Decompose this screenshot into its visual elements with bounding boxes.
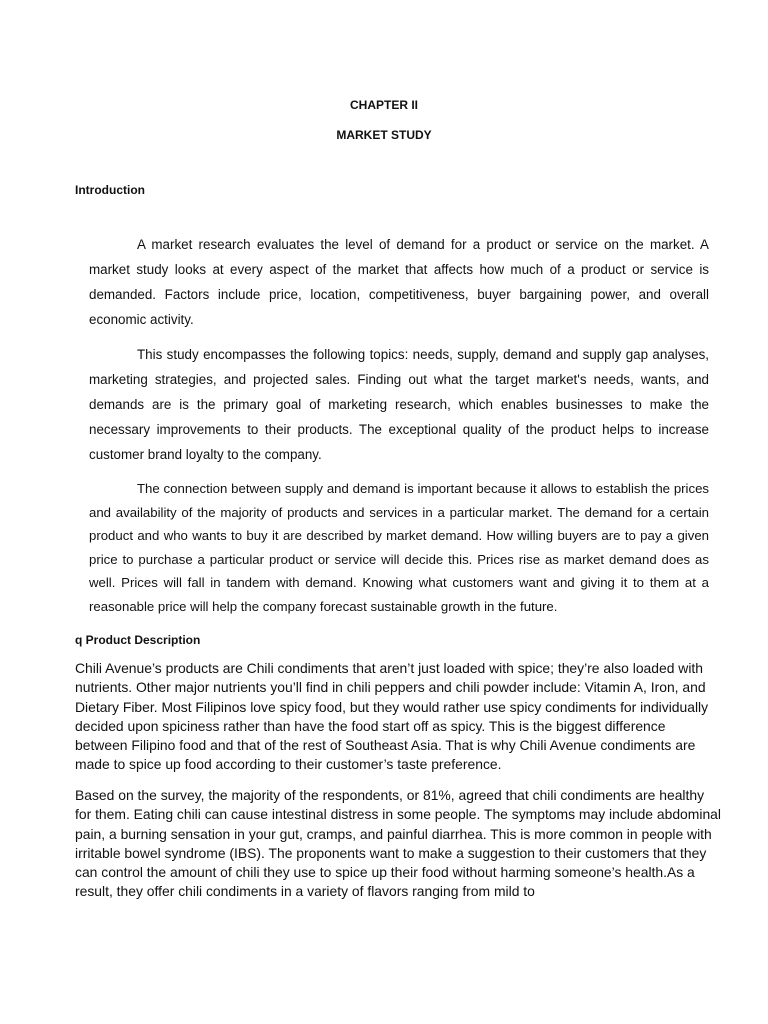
- introduction-heading: Introduction: [75, 183, 145, 197]
- product-paragraph-1: Chili Avenue’s products are Chili condiments that aren’t just loaded with spice; they’re also loaded with nutrients. Other major nutrients you’ll find in chili peppers and chili powder include: Vitamin A, Iron, and Dietary Fiber. Most Filipinos love spicy food, but they would rather use spicy condiments for individually decided upon spiciness rather than have the food start off as spicy. This is the biggest difference between Filipino food and that of the rest of Southeast Asia. That is why Chili Avenue condiments are made to spice up food according to their customer’s taste preference.: [75, 660, 709, 773]
- intro-paragraph-3: The connection between supply and demand is important because it allows to establish the prices and availability of the majority of products and services in a particular market. The demand for a certain product and who wants to buy it are described by market demand. How willing buyers are to pay a given price to purchase a particular product or service will decide this. Prices rise as market demand does as well. Prices will fall in tandem with demand. Knowing what customers want and giving it to them at a reasonable price will help the company forecast sustainable growth in the future.: [89, 481, 709, 614]
- product-paragraph-2: Based on the survey, the majority of the respondents, or 81%, agreed that chili condiments are healthy for them. Eating chili can cause intestinal distress in some people. The symptoms may include abdominal pain, a burning sensation in your gut, cramps, and painful diarrhea. This is more common in people with irritable bowel syndrome (IBS). The proponents want to make a suggestion to their customers that they can control the amount of chili they use to spice up their food without harming someone’s health.As a result, they offer chili condiments in a variety of flavors ranging from mild to: [75, 787, 721, 900]
- intro-paragraph-1: A market research evaluates the level of demand for a product or service on the market. A market study looks at every aspect of the market that affects how much of a product or service is demanded. Factors include price, location, competitiveness, buyer bargaining power, and overall economic activity.: [89, 237, 709, 327]
- chapter-label: CHAPTER II: [349, 98, 418, 112]
- document-title: MARKET STUDY: [336, 128, 432, 142]
- intro-paragraph-2: This study encompasses the following topics: needs, supply, demand and supply gap analyses, marketing strategies, and projected sales. Finding out what the target market's needs, wants, and demands are is the primary goal of marketing research, which enables businesses to make the necessary improvements to their products. The exceptional quality of the product helps to increase customer brand loyalty to the company.: [89, 347, 709, 462]
- product-description-heading: q Product Description: [75, 633, 201, 647]
